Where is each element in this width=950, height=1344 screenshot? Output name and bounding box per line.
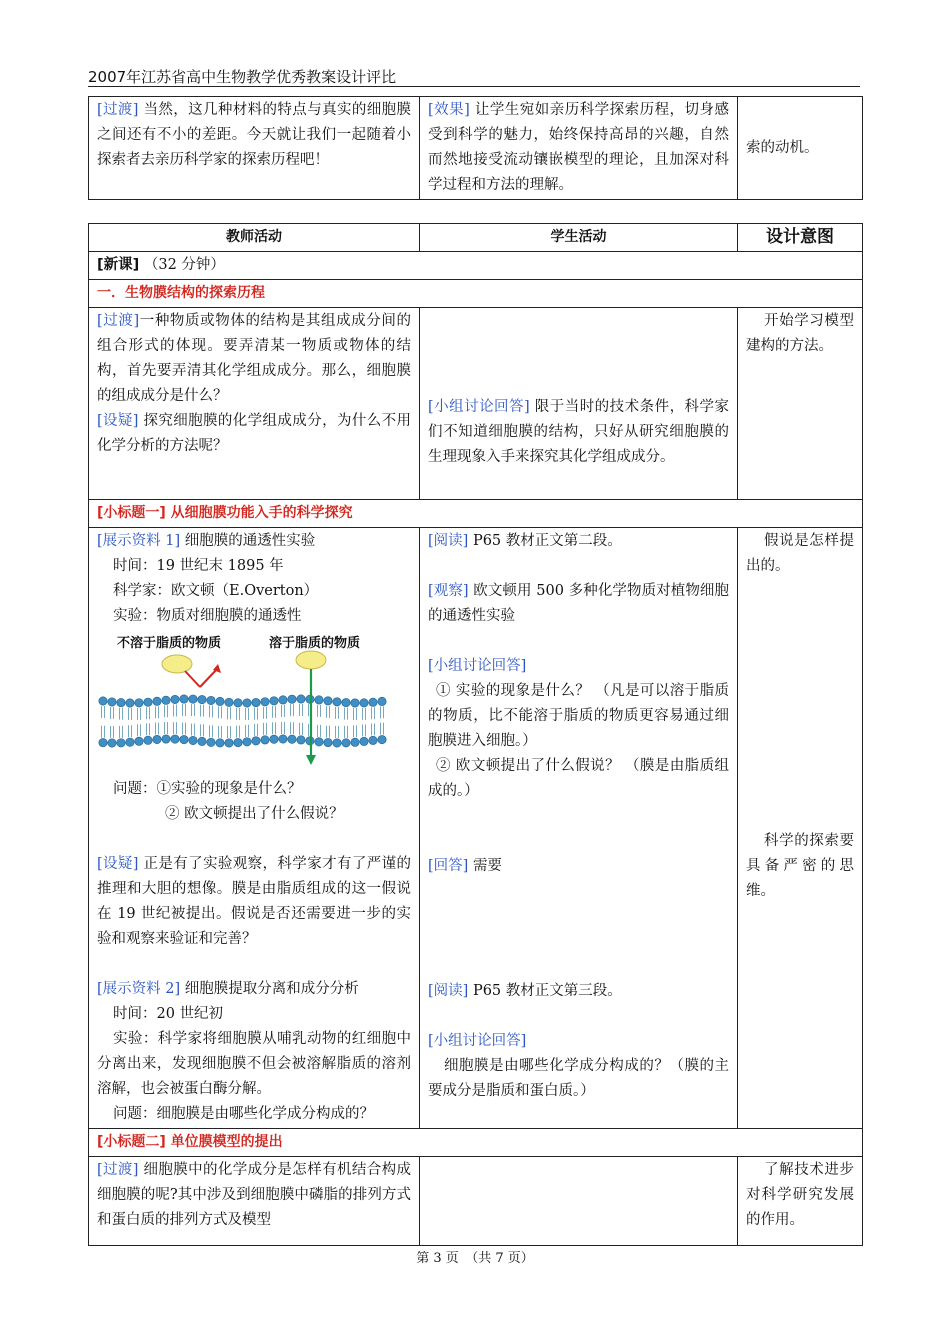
lipid-head [279, 696, 287, 704]
lipid-head [360, 737, 368, 745]
text: 正是有了实验观察，科学家才有了严谨的推理和大胆的想像。膜是由脂质组成的这一假说在 19 世纪被提出。假说是否还需要进一步的实验和观察来验证和完善？ [97, 856, 411, 947]
lipid-bilayer [99, 695, 386, 747]
time-1: 时间：19 世纪末 1895 年 [113, 558, 284, 574]
header-intent: 设计意图 [738, 224, 863, 252]
question-1: 问题：①实验的现象是什么？ [113, 781, 302, 797]
lipid-head [252, 698, 260, 706]
subtitle-1: [小标题一] 从细胞膜功能入手的科学探究 [89, 500, 863, 528]
lipid-head [153, 735, 161, 743]
lipid-head [108, 698, 116, 706]
lipid-head [117, 739, 125, 747]
text: 限于当时的技术条件，科学家们不知道细胞膜的结构，只好从研究细胞膜的生理现象入手来探究其化学组成成分。 [428, 399, 730, 465]
lipid-head [171, 695, 179, 703]
lipid-head [198, 737, 206, 745]
question-3: 问题：细胞膜是由哪些化学成分构成的？ [113, 1106, 374, 1122]
subtitle-2: [小标题二] 单位膜模型的提出 [89, 1129, 863, 1157]
text: P65 教材正文第二段。 [472, 533, 622, 549]
lipid-head [207, 696, 215, 704]
text: 当然，这几种材料的特点与真实的细胞膜之间还有不小的差距。今天就让我们一起随着小探索者去亲历科学家的探索历程吧！ [97, 102, 411, 168]
top-student-cell [420, 97, 738, 200]
lipid-head [288, 735, 296, 743]
lipid-head [144, 698, 152, 706]
lipid-head [243, 699, 251, 707]
text: 欧文顿用 500 多种化学物质对植物细胞的通透性实验 [428, 583, 729, 624]
lipid-head [261, 736, 269, 744]
lipid-head [99, 738, 107, 746]
text: 需要 [472, 858, 502, 874]
block3-student [420, 1157, 738, 1246]
lipid-head [180, 695, 188, 703]
lipid-head [234, 699, 242, 707]
top-intent-cell [738, 97, 863, 200]
lipid-head [324, 738, 332, 746]
block2-intent [738, 528, 863, 1129]
pass-arrowhead [306, 755, 316, 765]
tag: [回答] [428, 858, 469, 874]
lipid-head [135, 699, 143, 707]
lipid-head [144, 736, 152, 744]
lipid-head [126, 699, 134, 707]
experiment-2: 实验：科学家将细胞膜从哺乳动物的红细胞中分离出来，发现细胞膜不但会被溶解脂质的溶剂溶解，也会被蛋白酶分解。 [97, 1031, 411, 1097]
tag: [展示资料 1] [97, 533, 181, 549]
text: 细胞膜中的化学成分是怎样有机结合构成细胞膜的呢?其中涉及到细胞膜中磷脂的排列方式和蛋白质的排列方式及模型 [97, 1162, 411, 1228]
tag: [设疑] [97, 413, 139, 429]
text: 索的动机。 [746, 139, 819, 156]
lipid-head [315, 696, 323, 704]
lipid-head [225, 698, 233, 706]
lipid-head [360, 699, 368, 707]
lipid-head [378, 697, 386, 705]
text: 细胞膜的通透性实验 [184, 533, 316, 549]
answer-1: ① 实验的现象是什么？ （凡是可以溶于脂质的物质，比不能溶于脂质的物质更容易通过细胞膜进入细胞。） [428, 683, 729, 749]
membrane-diagram [97, 631, 397, 771]
lipid-head [297, 736, 305, 744]
lipid-head [351, 738, 359, 746]
lipid-head [378, 735, 386, 743]
bounce-arrow-in [185, 671, 200, 687]
lipid-head [189, 736, 197, 744]
text: 让学生宛如亲历科学探索历程，切身感受到科学的魅力，始终保持高昂的兴趣，自然而然地接受流动镶嵌模型的理论，且加深对科学过程和方法的理解。 [428, 102, 729, 193]
insoluble-molecule [162, 655, 192, 673]
header-teacher: 教师活动 [89, 224, 420, 252]
new-lesson-label: [新课] [97, 257, 140, 273]
answer-3: 细胞膜是由哪些化学成分构成的？（膜的主要成分是脂质和蛋白质。） [428, 1058, 729, 1099]
lipid-head [270, 735, 278, 743]
section-heading-1: 一．生物膜结构的探索历程 [89, 280, 863, 308]
lipid-head [342, 739, 350, 747]
tag: [过渡] [97, 1162, 139, 1178]
lipid-head [171, 735, 179, 743]
lipid-head [369, 736, 377, 744]
lipid-head [333, 739, 341, 747]
top-table [88, 96, 863, 200]
lipid-head [162, 735, 170, 743]
text: 细胞膜提取分离和成分分析 [184, 981, 359, 997]
lipid-head [225, 739, 233, 747]
tag: [过渡] [97, 102, 139, 118]
lipid-head [288, 695, 296, 703]
tag: [阅读] [428, 983, 469, 999]
lipid-head [135, 737, 143, 745]
membrane-figure [97, 631, 397, 771]
header-student: 学生活动 [420, 224, 738, 252]
text: 一种物质或物体的结构是其组成成分间的组合形式的体现。要弄清某一物质或物体的结构，首先要弄清其化学组成成分。那么，细胞膜的组成成分是什么？ [97, 313, 411, 404]
tag: [阅读] [428, 533, 469, 549]
lipid-head [315, 738, 323, 746]
lipid-head [216, 697, 224, 705]
fig-label-soluble: 溶于脂质的物质 [269, 636, 361, 651]
new-lesson-duration: （32 分钟） [143, 257, 225, 273]
block1-intent: 开始学习模型建构的方法。 [738, 308, 863, 500]
header-rule [88, 86, 860, 87]
lipid-head [342, 698, 350, 706]
block1-teacher [89, 308, 420, 500]
tag: [展示资料 2] [97, 981, 181, 997]
lipid-head [279, 735, 287, 743]
text: 探究细胞膜的化学组成成分，为什么不用化学分析的方法呢？ [97, 413, 411, 454]
lipid-head [153, 697, 161, 705]
fig-label-insoluble: 不溶于脂质的物质 [117, 636, 222, 651]
tag: [效果] [428, 102, 470, 118]
lipid-head [234, 738, 242, 746]
tag: [小组讨论回答] [428, 1033, 527, 1049]
text: P65 教材正文第三段。 [472, 983, 622, 999]
block1-student [420, 308, 738, 500]
time-2: 时间：20 世纪初 [113, 1006, 224, 1022]
lipid-head [243, 738, 251, 746]
answer-2: ② 欧文顿提出了什么假说？ （膜是由脂质组成的。） [428, 758, 729, 799]
tag: [小组讨论回答] [428, 658, 527, 674]
lipid-head [351, 699, 359, 707]
lipid-head [261, 698, 269, 706]
tag: [设疑] [97, 856, 139, 872]
lipid-head [270, 697, 278, 705]
block3-intent: 了解技术进步对科学研究发展的作用。 [738, 1157, 863, 1246]
question-2: ② 欧文顿提出了什么假说？ [165, 806, 344, 822]
block2-student [420, 528, 738, 1129]
lipid-head [216, 739, 224, 747]
tag: [过渡] [97, 313, 140, 329]
page-footer: 第 3 页 （共 7 页） [416, 1251, 534, 1266]
lipid-head [333, 698, 341, 706]
block2-teacher [89, 528, 420, 1129]
intent-1: 假说是怎样提出的。 [746, 533, 854, 574]
tag: [小组讨论回答] [428, 399, 530, 415]
lipid-head [207, 738, 215, 746]
lipid-head [108, 739, 116, 747]
lipid-head [369, 698, 377, 706]
lipid-head [126, 738, 134, 746]
lipid-head [198, 695, 206, 703]
new-lesson-row [89, 252, 863, 280]
lipid-head [99, 697, 107, 705]
lipid-head [162, 696, 170, 704]
soluble-molecule [296, 651, 326, 669]
page-header: 2007年江苏省高中生物教学优秀教案设计评比 [88, 68, 397, 86]
main-table [88, 223, 863, 1246]
top-teacher-cell [89, 97, 420, 200]
experiment-1: 实验：物质对细胞膜的通透性 [113, 608, 302, 624]
block3-teacher [89, 1157, 420, 1246]
lipid-head [180, 735, 188, 743]
lipid-head [252, 737, 260, 745]
lipid-head [189, 695, 197, 703]
tag: [观察] [428, 583, 469, 599]
intent-2: 科学的探索要具备严密的思维。 [746, 833, 854, 899]
lipid-head [297, 695, 305, 703]
lipid-head [117, 698, 125, 706]
scientist: 科学家：欧文顿（E.Overton） [113, 583, 319, 599]
lipid-head [324, 697, 332, 705]
